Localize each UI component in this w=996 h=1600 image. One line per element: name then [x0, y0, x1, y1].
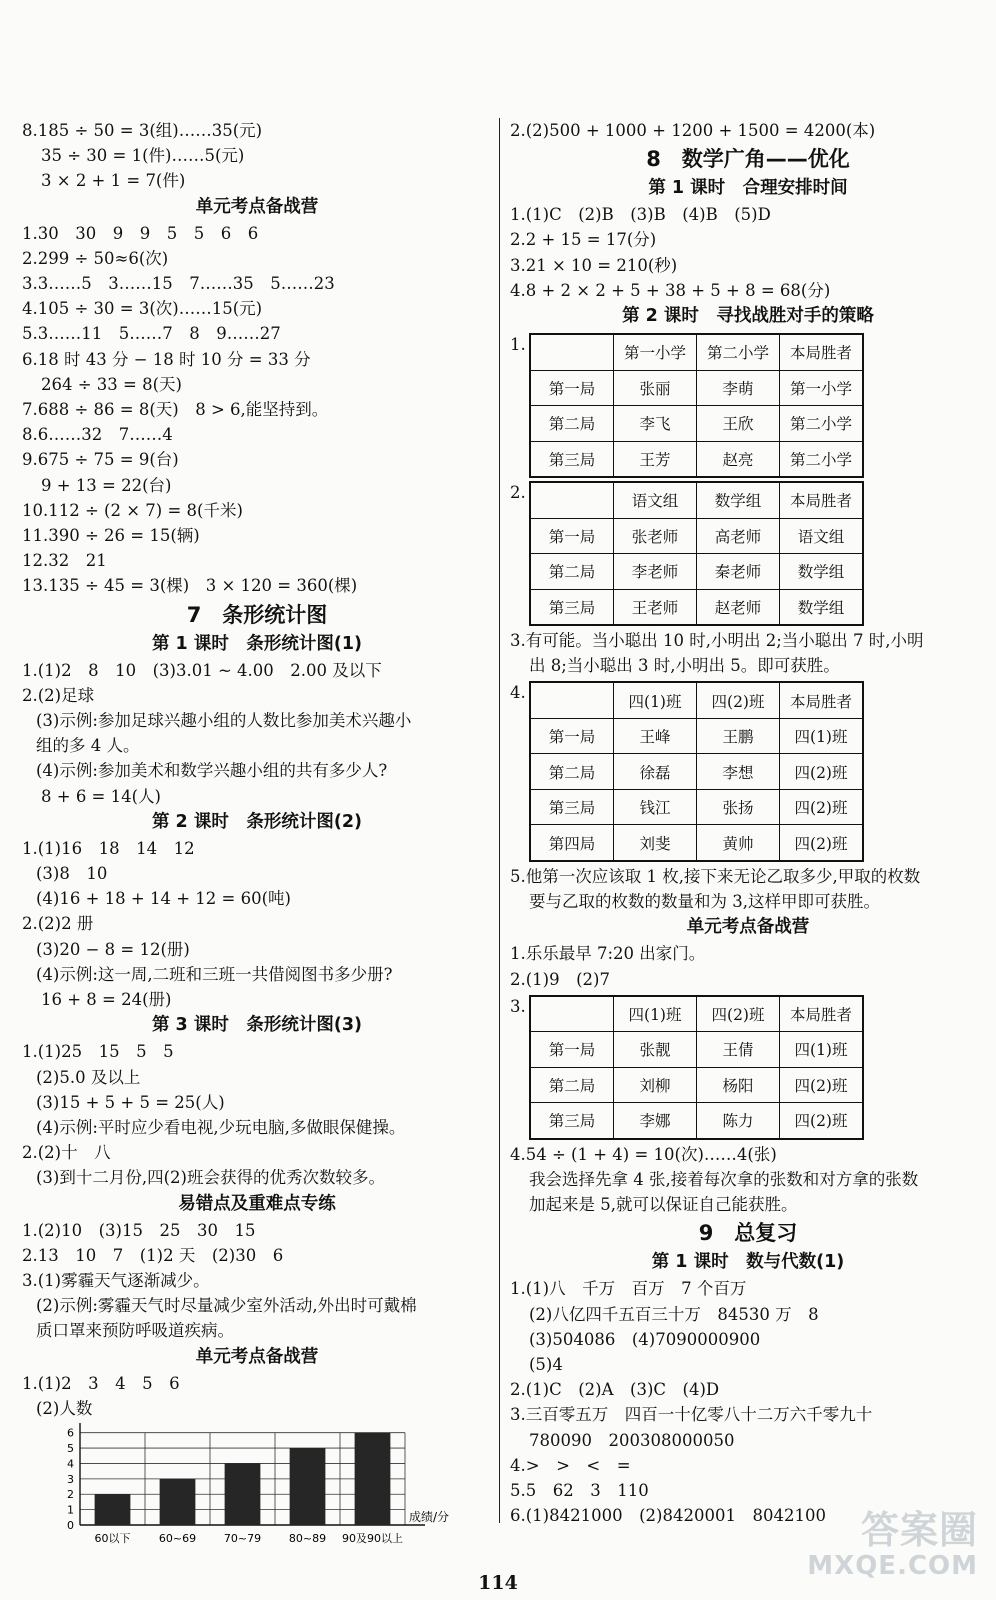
right-column — [510, 118, 986, 1528]
watermark-logo — [807, 1508, 978, 1584]
answer-line: 1.(1)2 8 10 (3)3.01 ~ 4.00 2.00 及以下 — [22, 660, 382, 680]
x-tick-label: 60~69 — [158, 1531, 197, 1545]
table-cell: 四(2)班 — [780, 754, 864, 790]
table-cell — [530, 334, 614, 370]
answer-line: 1.(1)2 3 4 5 6 — [22, 1373, 180, 1393]
answer-line: 1.(1)16 18 14 12 — [22, 838, 195, 858]
section-heading: 9 总复习 — [698, 1221, 798, 1246]
answer-line: 13.135 ÷ 45 = 3(棵) 3 × 120 = 360(棵) — [22, 576, 358, 596]
answer-line: 1.(1)25 15 5 5 — [22, 1042, 174, 1062]
section-heading: 第 2 课时 条形统计图(2) — [151, 811, 363, 832]
table-cell: 数学组 — [697, 482, 780, 518]
answer-line: (2)八亿四千五百三十万 84530 万 8 — [529, 1304, 819, 1324]
answer-line: 8.185 ÷ 50 = 3(组)……35(元) — [22, 121, 263, 140]
table-cell: 王鹏 — [697, 718, 780, 754]
strategy-table-2 — [510, 481, 986, 626]
table-cell: 第三局 — [530, 589, 614, 625]
table-cell: 第二小学 — [780, 406, 864, 442]
answer-line: 2.(1)9 (2)7 — [510, 969, 610, 989]
table-cell: 第一局 — [530, 370, 614, 406]
table-cell: 第一小学 — [780, 370, 864, 406]
section-heading: 单元考点备战营 — [195, 1346, 319, 1367]
table-cell: 徐磊 — [614, 754, 697, 790]
section-heading: 第 1 课时 合理安排时间 — [648, 178, 848, 199]
x-tick-label: 80~89 — [288, 1531, 327, 1545]
y-tick-label: 5 — [67, 1442, 74, 1456]
table-cell: 陈力 — [697, 1103, 780, 1139]
table-cell: 赵亮 — [697, 441, 780, 477]
strategy-table-5 — [510, 995, 986, 1140]
answer-line: 2.13 10 7 (1)2 天 (2)30 6 — [22, 1245, 284, 1265]
answer-line: 3 × 2 + 1 = 7(件) — [41, 171, 186, 191]
table-cell: 李飞 — [614, 406, 697, 442]
bar — [160, 1479, 196, 1525]
table-cell: 第二小学 — [780, 441, 864, 477]
table-row — [530, 1032, 863, 1068]
table-cell: 秦老师 — [697, 554, 780, 590]
x-tick-label: 90及90以上 — [342, 1531, 403, 1545]
answer-line: (2)示例:雾霾天气时尽量减少室外活动,外出时可戴棉 — [36, 1296, 417, 1316]
table-cell: 张丽 — [614, 370, 697, 406]
table-cell: 钱江 — [614, 789, 697, 825]
table-row — [530, 370, 863, 406]
table-cell: 四(1)班 — [614, 996, 697, 1032]
table-header-row — [530, 996, 863, 1032]
table-header-row — [530, 682, 863, 718]
answer-line: 1.30 30 9 9 5 5 6 6 — [22, 223, 259, 243]
table-cell: 语文组 — [614, 482, 697, 518]
section-heading: 单元考点备战营 — [195, 196, 319, 217]
table-cell: 王老师 — [614, 589, 697, 625]
answer-line: 2.2 + 15 = 17(分) — [510, 230, 657, 250]
table-row — [530, 1103, 863, 1139]
answer-line: 9.675 ÷ 75 = 9(台) — [22, 450, 179, 470]
result-table — [529, 995, 864, 1140]
table-cell: 数学组 — [780, 554, 864, 590]
answer-line: 1.乐乐最早 7:20 出家门。 — [510, 944, 706, 964]
table-cell: 第三局 — [530, 789, 614, 825]
answer-line: (4)示例:参加美术和数学兴趣小组的共有多少人? — [36, 761, 388, 781]
table-cell: 刘柳 — [614, 1067, 697, 1103]
question-number: 1. — [510, 335, 526, 355]
table-row — [530, 518, 863, 554]
table-cell — [530, 482, 614, 518]
answer-line: 要与乙取的枚数的数量和为 3,这样甲即可获胜。 — [529, 892, 880, 912]
table-cell: 第三局 — [530, 441, 614, 477]
table-cell: 刘斐 — [614, 825, 697, 861]
x-tick-label: 70~79 — [223, 1531, 262, 1545]
y-tick-label: 0 — [67, 1518, 74, 1532]
answer-line: (3)8 10 — [36, 864, 108, 884]
table-cell: 黄帅 — [697, 825, 780, 861]
y-tick-label: 1 — [67, 1503, 74, 1517]
table-cell: 本局胜者 — [780, 996, 864, 1032]
table-cell: 张靓 — [614, 1032, 697, 1068]
watermark-main: 答案圈 — [860, 1508, 978, 1552]
table-cell: 高老师 — [697, 518, 780, 554]
answer-line: (3)15 + 5 + 5 = 25(人) — [36, 1092, 225, 1112]
table-cell: 李娜 — [614, 1103, 697, 1139]
y-tick-label: 4 — [67, 1457, 74, 1471]
y-tick-label: 2 — [67, 1488, 74, 1502]
strategy-table-4 — [510, 681, 986, 862]
bar-chart — [22, 1421, 492, 1553]
table-cell: 第一小学 — [614, 334, 697, 370]
table-row — [530, 718, 863, 754]
table-cell: 四(2)班 — [780, 1067, 864, 1103]
table-cell: 本局胜者 — [780, 334, 864, 370]
table-cell — [530, 996, 614, 1032]
answer-line: (3)到十二月份,四(2)班会获得的优秀次数较多。 — [36, 1168, 385, 1188]
answer-line: 3.三百零五万 四百一十亿零八十二万六千零九十 — [510, 1405, 873, 1425]
table-cell: 李想 — [697, 754, 780, 790]
answer-line: 1.(1)C (2)B (3)B (4)B (5)D — [510, 205, 771, 225]
question-number: 4. — [510, 683, 526, 703]
table-row — [530, 1067, 863, 1103]
table-row — [530, 825, 863, 861]
table-cell: 四(1)班 — [780, 718, 864, 754]
x-tick-label: 60以下 — [94, 1531, 131, 1545]
bar — [290, 1448, 326, 1525]
answer-line: 8 + 6 = 14(人) — [41, 786, 161, 806]
table-cell: 第二局 — [530, 754, 614, 790]
answer-line: 35 ÷ 30 = 1(件)……5(元) — [41, 146, 245, 166]
answer-line: (4)示例:平时应少看电视,少玩电脑,多做眼保健操。 — [36, 1117, 406, 1137]
table-cell: 王峰 — [614, 718, 697, 754]
table-row — [530, 754, 863, 790]
answer-line: 8.6……32 7……4 — [22, 425, 173, 445]
answer-line: 2.(2)十 八 — [22, 1143, 111, 1163]
answer-line: (3)20 − 8 = 12(册) — [36, 939, 190, 959]
section-heading: 第 3 课时 条形统计图(3) — [151, 1015, 363, 1036]
table-cell: 第二局 — [530, 1067, 614, 1103]
section-heading: 8 数学广角——优化 — [646, 147, 850, 172]
answer-line: 加起来是 5,就可以保证自己能获胜。 — [529, 1195, 798, 1215]
watermark-sub: MXQE.COM — [807, 1551, 978, 1581]
answer-line: 10.112 ÷ (2 × 7) = 8(千米) — [22, 500, 243, 520]
table-cell: 四(2)班 — [697, 682, 780, 718]
right-block-c — [510, 864, 986, 992]
table-cell: 四(2)班 — [780, 825, 864, 861]
answer-line: 质口罩来预防呼吸道疾病。 — [36, 1321, 234, 1341]
answer-line: 3.有可能。当小聪出 10 时,小明出 2;当小聪出 7 时,小明 — [510, 631, 924, 651]
result-table — [529, 481, 864, 626]
strategy-table-1 — [510, 333, 986, 478]
answer-line: 2.(2)500 + 1000 + 1200 + 1500 = 4200(本) — [510, 121, 876, 140]
answer-line: 5.他第一次应该取 1 枚,接下来无论乙取多少,甲取的枚数 — [510, 866, 921, 886]
answer-line: 3.(1)雾霾天气逐渐减少。 — [22, 1270, 210, 1290]
right-block-b — [510, 628, 986, 678]
answer-line: 4.54 ÷ (1 + 4) = 10(次)……4(张) — [510, 1144, 777, 1164]
y-tick-label: 3 — [67, 1472, 74, 1486]
table-cell: 赵老师 — [697, 589, 780, 625]
table-row — [530, 789, 863, 825]
left-column — [22, 118, 492, 1553]
answer-line: 9 + 13 = 22(台) — [41, 475, 172, 495]
table-cell: 第二局 — [530, 406, 614, 442]
answer-line: 2.(1)C (2)A (3)C (4)D — [510, 1380, 720, 1400]
section-heading: 7 条形统计图 — [186, 602, 328, 627]
table-row — [530, 441, 863, 477]
bar — [225, 1463, 261, 1525]
table-cell: 第一局 — [530, 518, 614, 554]
answer-line: 出 8;当小聪出 3 时,小明出 5。即可获胜。 — [529, 656, 840, 676]
column-divider — [499, 118, 500, 1523]
x-axis-label: 成绩/分 — [409, 1509, 450, 1524]
table-cell: 四(1)班 — [780, 1032, 864, 1068]
answer-line: 264 ÷ 33 = 8(天) — [41, 374, 182, 394]
table-cell: 语文组 — [780, 518, 864, 554]
question-number: 2. — [510, 483, 526, 503]
table-cell: 张老师 — [614, 518, 697, 554]
table-row — [530, 406, 863, 442]
table-cell: 数学组 — [780, 589, 864, 625]
answer-line: 6.(1)8421000 (2)8420001 8042100 — [510, 1506, 826, 1526]
table-cell: 李萌 — [697, 370, 780, 406]
table-cell — [530, 682, 614, 718]
table-cell: 王倩 — [697, 1032, 780, 1068]
table-cell: 杨阳 — [697, 1067, 780, 1103]
answer-line: 6.18 时 43 分 − 18 时 10 分 = 33 分 — [22, 349, 311, 369]
answer-line: 3.3……5 3……15 7……35 5……23 — [22, 274, 335, 294]
answer-line: (2)人数 — [36, 1398, 93, 1418]
table-cell: 第二局 — [530, 554, 614, 590]
answer-line: (4)16 + 18 + 14 + 12 = 60(吨) — [36, 889, 291, 909]
answer-line: 5.3……11 5……7 8 9……27 — [22, 324, 281, 344]
section-heading: 第 1 课时 数与代数(1) — [651, 1252, 845, 1273]
table-cell: 四(2)班 — [697, 996, 780, 1032]
bar — [95, 1494, 131, 1525]
answer-line: (2)5.0 及以上 — [36, 1067, 141, 1087]
answer-line: 我会选择先拿 4 张,接着每次拿的张数和对方拿的张数 — [529, 1169, 919, 1189]
table-cell: 李老师 — [614, 554, 697, 590]
answer-line: (3)504086 (4)7090000900 — [529, 1329, 761, 1349]
section-heading: 单元考点备战营 — [686, 917, 810, 938]
table-row — [530, 554, 863, 590]
answer-line: 11.390 ÷ 26 = 15(辆) — [22, 526, 200, 546]
right-block-a — [510, 118, 986, 330]
table-cell: 第三局 — [530, 1103, 614, 1139]
table-cell: 本局胜者 — [780, 482, 864, 518]
table-cell: 王欣 — [697, 406, 780, 442]
answer-line: 1.(1)八 千万 百万 7 个百万 — [510, 1279, 747, 1299]
answer-line: (3)示例:参加足球兴趣小组的人数比参加美术兴趣小 — [36, 711, 412, 731]
answer-line: 12.32 21 — [22, 551, 107, 571]
table-header-row — [530, 334, 863, 370]
answer-line: 4.> > < = — [510, 1455, 631, 1475]
table-cell: 第四局 — [530, 825, 614, 861]
table-cell: 四(2)班 — [780, 789, 864, 825]
answer-line: 组的多 4 人。 — [36, 736, 140, 756]
result-table — [529, 333, 864, 478]
answer-line: 4.105 ÷ 30 = 3(次)……15(元) — [22, 299, 263, 319]
answer-line: 5.5 62 3 110 — [510, 1480, 649, 1500]
answer-line: 3.21 × 10 = 210(秒) — [510, 255, 678, 275]
table-row — [530, 589, 863, 625]
section-heading: 易错点及重难点专练 — [178, 1193, 336, 1214]
table-cell: 四(2)班 — [780, 1103, 864, 1139]
y-tick-label: 6 — [67, 1426, 74, 1440]
answer-line: 2.299 ÷ 50≈6(次) — [22, 248, 169, 268]
answer-line: (5)4 — [529, 1354, 563, 1374]
bar — [355, 1433, 391, 1525]
page-number: 114 — [478, 1572, 518, 1594]
result-table — [529, 681, 864, 862]
answer-line: 2.(2)2 册 — [22, 914, 94, 934]
table-cell: 张扬 — [697, 789, 780, 825]
table-cell: 王芳 — [614, 441, 697, 477]
answer-line: 7.688 ÷ 86 = 8(天) 8 > 6,能坚持到。 — [22, 400, 329, 420]
answer-line: 2.(2)足球 — [22, 685, 95, 705]
answer-line: 4.8 + 2 × 2 + 5 + 38 + 5 + 8 = 68(分) — [510, 280, 831, 300]
table-cell: 第一局 — [530, 1032, 614, 1068]
question-number: 3. — [510, 996, 526, 1016]
answer-line: 16 + 8 = 24(册) — [41, 990, 172, 1010]
section-heading: 第 1 课时 条形统计图(1) — [151, 633, 363, 654]
left-answer-lines — [22, 118, 492, 1421]
table-cell: 第一局 — [530, 718, 614, 754]
table-cell: 本局胜者 — [780, 682, 864, 718]
answer-line: (4)示例:这一周,二班和三班一共借阅图书多少册? — [36, 964, 393, 984]
bar-chart-svg — [22, 1421, 492, 1553]
table-header-row — [530, 482, 863, 518]
answer-line: 780090 200308000050 — [529, 1430, 735, 1450]
table-cell: 第二小学 — [697, 334, 780, 370]
table-cell: 四(1)班 — [614, 682, 697, 718]
section-heading: 第 2 课时 寻找战胜对手的策略 — [622, 306, 874, 327]
right-block-d — [510, 1142, 986, 1529]
answer-line: 1.(2)10 (3)15 25 30 15 — [22, 1220, 256, 1240]
